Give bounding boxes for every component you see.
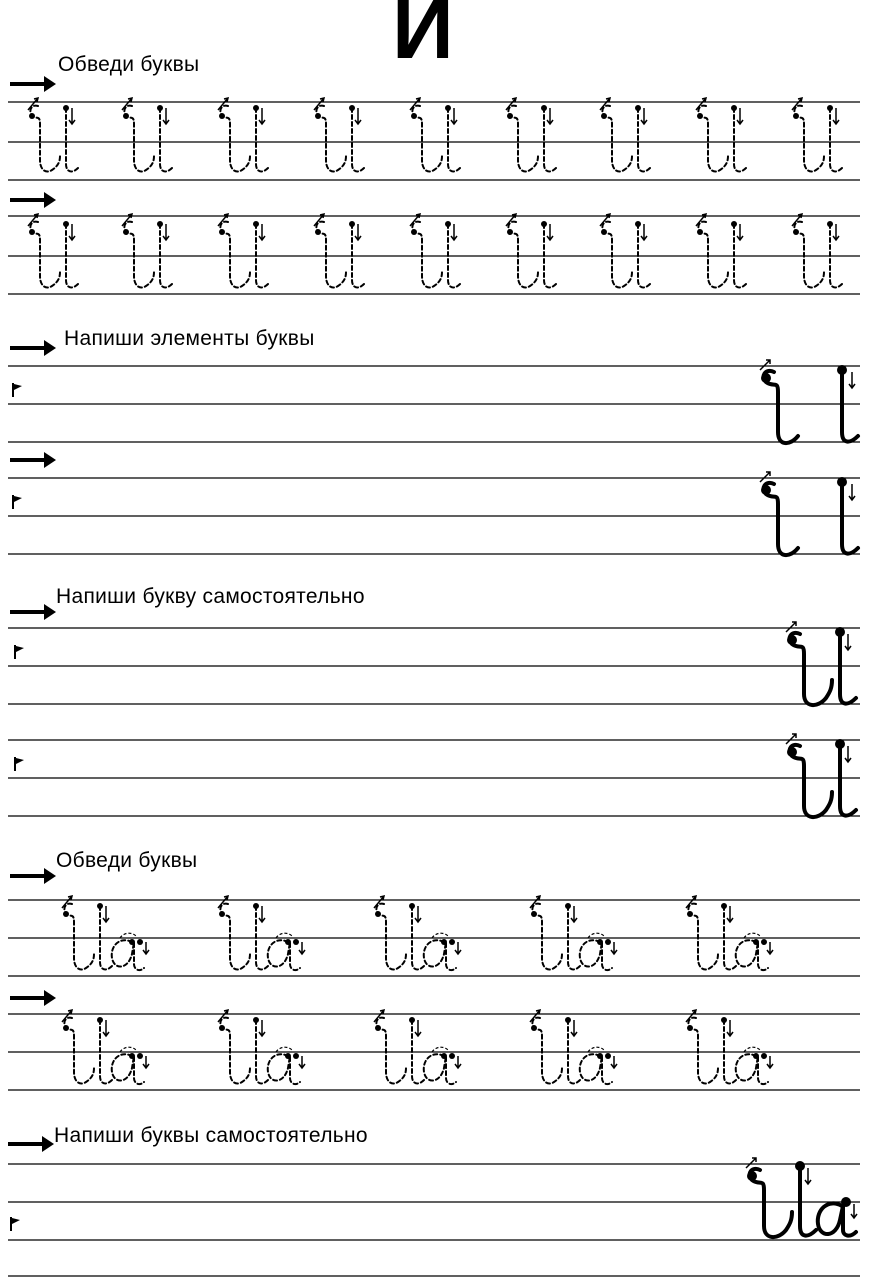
start-flag-icon <box>13 495 22 509</box>
right-arrow-icon <box>10 990 56 1006</box>
instruction-trace-letters-pair: Обведи буквы <box>56 849 198 872</box>
right-arrow-icon <box>8 1136 54 1152</box>
traced-letter[interactable] <box>792 214 842 288</box>
traced-letter[interactable] <box>600 98 650 172</box>
traced-letter[interactable] <box>792 98 842 172</box>
traced-letter[interactable] <box>506 98 556 172</box>
right-arrow-icon <box>10 868 56 884</box>
traced-letter-pair[interactable] <box>530 1010 617 1084</box>
traced-letter[interactable] <box>600 214 650 288</box>
instruction-trace-letters: Обведи буквы <box>58 53 200 76</box>
traced-letter[interactable] <box>506 214 556 288</box>
write-pair-row[interactable] <box>8 1136 860 1276</box>
elements-row-2[interactable] <box>8 452 860 555</box>
page-title-letter: И <box>392 0 454 77</box>
traced-letter[interactable] <box>218 214 268 288</box>
start-flag-icon <box>15 645 24 659</box>
write-letter-row-2[interactable] <box>8 734 860 817</box>
traced-letter-pair[interactable] <box>62 1010 149 1084</box>
traced-letter-pair[interactable] <box>374 896 461 970</box>
trace-pair-row-2 <box>8 990 860 1090</box>
right-arrow-icon <box>10 452 56 468</box>
traced-letter-pair[interactable] <box>686 896 773 970</box>
traced-letter[interactable] <box>314 214 364 288</box>
traced-letter[interactable] <box>122 214 172 288</box>
traced-letter[interactable] <box>218 98 268 172</box>
elements-row-1[interactable] <box>8 340 860 443</box>
traced-letter[interactable] <box>410 214 460 288</box>
start-flag-icon <box>11 1217 20 1231</box>
traced-letter[interactable] <box>410 98 460 172</box>
instruction-write-letter: Напиши букву самостоятельно <box>56 585 365 608</box>
traced-letter-pair[interactable] <box>686 1010 773 1084</box>
traced-letter-pair[interactable] <box>62 896 149 970</box>
traced-letter[interactable] <box>696 98 746 172</box>
traced-letter-pair[interactable] <box>218 1010 305 1084</box>
trace-pair-row-1 <box>8 868 860 976</box>
traced-letter-pair[interactable] <box>218 896 305 970</box>
instruction-write-elements: Напиши элементы буквы <box>64 327 315 350</box>
traced-letter[interactable] <box>122 98 172 172</box>
right-arrow-icon <box>10 340 56 356</box>
start-flag-icon <box>15 757 24 771</box>
right-arrow-icon <box>10 192 56 208</box>
traced-letter[interactable] <box>28 214 78 288</box>
trace-row-2 <box>8 192 860 294</box>
instruction-write-letters: Напиши буквы самостоятельно <box>54 1124 368 1147</box>
write-letter-row-1[interactable] <box>8 604 860 705</box>
traced-letter[interactable] <box>696 214 746 288</box>
traced-letter-pair[interactable] <box>530 896 617 970</box>
traced-letter[interactable] <box>28 98 78 172</box>
right-arrow-icon <box>10 76 56 92</box>
trace-row-1 <box>8 76 860 180</box>
traced-letter-pair[interactable] <box>374 1010 461 1084</box>
right-arrow-icon <box>10 604 56 620</box>
traced-letter[interactable] <box>314 98 364 172</box>
start-flag-icon <box>13 383 22 397</box>
